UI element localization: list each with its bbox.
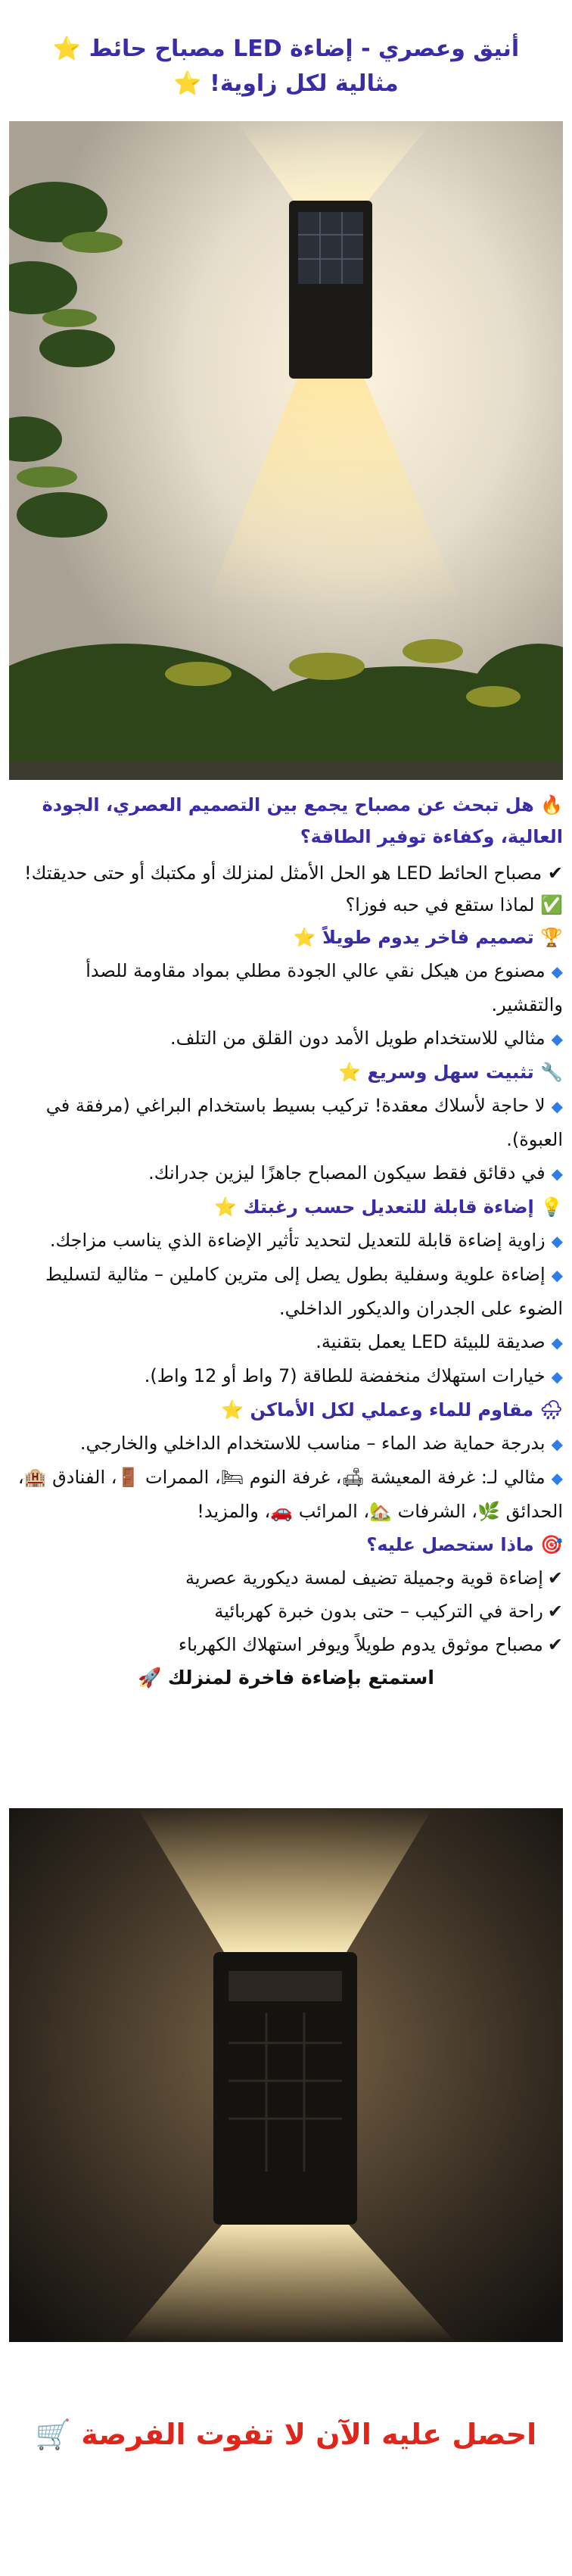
checkmark-icon: ✔ (547, 1601, 563, 1622)
list-item-text: صديقة للبيئة LED يعمل بتقنية. (316, 1331, 546, 1352)
checkmark-icon: ✔ (547, 1634, 563, 1655)
feature-section-lighting (9, 1190, 563, 1393)
wall-lamp-image (9, 121, 563, 780)
list-item-text: خيارات استهلاك منخفضة للطاقة (7 واط أو 12 واط). (144, 1365, 546, 1386)
check-item (9, 1628, 563, 1661)
checkmark-icon: ✔ (547, 1567, 563, 1589)
list-item (9, 954, 563, 1021)
title-line-2-text: مثالية لكل زاوية! (210, 70, 399, 97)
feature-section-waterproof (9, 1393, 563, 1528)
star-icon: ⭐ (52, 36, 82, 62)
section-heading: 🔧 تثبيت سهل وسريع ⭐ (338, 1062, 563, 1083)
lamp-closeup-image (9, 1808, 563, 2342)
product-photo-wall-lamp (9, 121, 563, 780)
intro-question: 🔥 هل تبحث عن مصباح يجمع بين التصميم العصري، الجودة العالية، وكفاءة توفير الطاقة؟ (42, 794, 563, 847)
title-line-1 (11, 32, 561, 67)
list-item-text: لا حاجة لأسلاك معقدة! تركيب بسيط باستخدام البراغي (مرفقة في العبوة). (45, 1095, 563, 1150)
product-description (9, 789, 563, 1695)
section-heading: 🏆 تصميم فاخر يدوم طويلاً ⭐ (293, 927, 563, 948)
feature-section-design (9, 921, 563, 1056)
check-item-text: مصباح موثوق يدوم طويلاً ويوفر استهلاك الكهرباء (178, 1634, 543, 1655)
diamond-bullet-icon: ◆ (551, 1232, 563, 1250)
title-line-2 (11, 67, 561, 101)
why-love-line: ✅ لماذا ستقع في حبه فوزا؟ (345, 894, 563, 915)
product-photo-closeup (9, 1808, 563, 2342)
section-heading: 🌧 مقاوم للماء وعملي لكل الأماكن ⭐ (221, 1399, 563, 1421)
list-item-text: زاوية إضاءة قابلة للتعديل لتحديد تأثير الإضاءة الذي يناسب مزاجك. (49, 1230, 546, 1251)
diamond-bullet-icon: ◆ (551, 962, 563, 981)
list-item (9, 1156, 563, 1190)
check-item-text: إضاءة قوية وجميلة تضيف لمسة ديكورية عصرية (185, 1567, 543, 1589)
diamond-bullet-icon: ◆ (551, 1266, 563, 1284)
diamond-bullet-icon: ◆ (551, 1368, 563, 1386)
list-item (9, 1461, 563, 1528)
list-item-text: في دقائق فقط سيكون المصباح جاهزًا ليزين جدرانك. (148, 1162, 546, 1184)
page-title (11, 32, 561, 101)
list-item (9, 1359, 563, 1393)
cta-banner[interactable]: احصل عليه الآن لا تفوت الفرصة 🛒 (35, 2418, 537, 2451)
diamond-bullet-icon: ◆ (551, 1097, 563, 1115)
section-heading: 🎯 ماذا ستحصل عليه؟ (366, 1534, 563, 1555)
feature-section-installation (9, 1056, 563, 1190)
intro-paragraph: ✔ مصباح الحائط LED هو الحل الأمثل لمنزلك أو مكتبك أو حتى حديقتك! (24, 862, 563, 884)
list-item (9, 1089, 563, 1156)
diamond-bullet-icon: ◆ (551, 1469, 563, 1487)
check-item (9, 1595, 563, 1628)
list-item (9, 1021, 563, 1056)
section-heading: 💡 إضاءة قابلة للتعديل حسب رغبتك ⭐ (214, 1196, 563, 1218)
closing-line: استمتع بإضاءة فاخرة لمنزلك 🚀 (138, 1667, 434, 1689)
what-you-get-section (9, 1528, 563, 1661)
check-item (9, 1561, 563, 1595)
star-icon: ⭐ (173, 70, 202, 97)
list-item (9, 1325, 563, 1359)
list-item-text: بدرجة حماية ضد الماء – مناسب للاستخدام الداخلي والخارجي. (79, 1433, 546, 1454)
check-item-text: راحة في التركيب – حتى بدون خبرة كهربائية (214, 1601, 543, 1622)
list-item-text: مصنوع من هيكل نقي عالي الجودة مطلي بمواد مقاومة للصدأ والتقشير. (85, 960, 563, 1015)
title-line-1-text: أنيق وعصري - إضاءة LED مصباح حائط (89, 36, 520, 62)
diamond-bullet-icon: ◆ (551, 1435, 563, 1453)
diamond-bullet-icon: ◆ (551, 1333, 563, 1352)
list-item-text: إضاءة علوية وسفلية بطول يصل إلى مترين كاملين – مثالية لتسليط الضوء على الجدران والديكور الداخلي. (45, 1264, 563, 1319)
list-item-text: مثالي للاستخدام طويل الأمد دون القلق من التلف. (169, 1028, 546, 1049)
list-item (9, 1427, 563, 1461)
diamond-bullet-icon: ◆ (551, 1030, 563, 1048)
diamond-bullet-icon: ◆ (551, 1165, 563, 1183)
list-item (9, 1258, 563, 1325)
list-item-text: مثالي لـ: غرفة المعيشة 🛋، غرفة النوم 🛏، الممرات 🚪، الفنادق 🏨، الحدائق 🌿، الشرفات 🏡، المرائب 🚗، والمزيد! (17, 1467, 563, 1522)
list-item (9, 1224, 563, 1258)
